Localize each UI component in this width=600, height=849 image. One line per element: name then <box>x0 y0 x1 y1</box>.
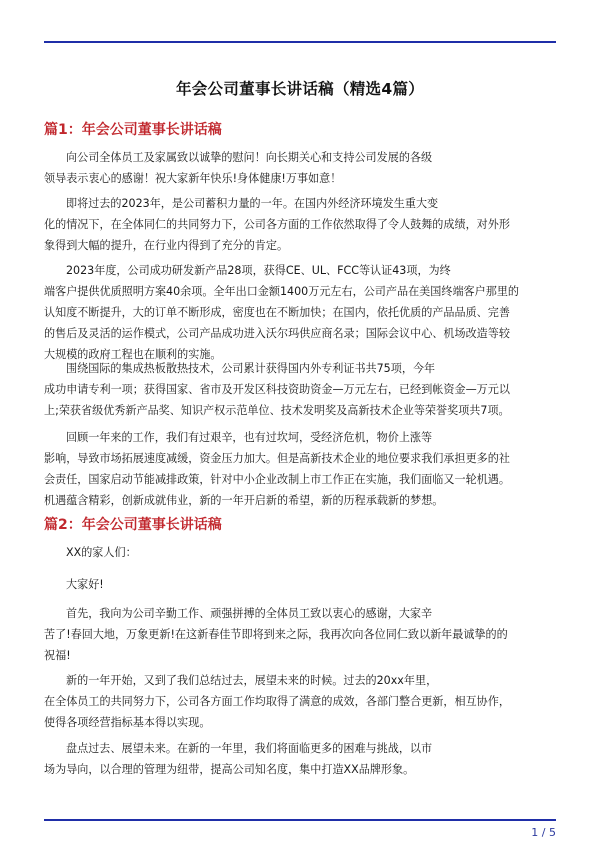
paragraph-line: 围绕国际的集成热板散热技术，公司累计获得国内外专利证书共75项，今年 <box>66 362 436 375</box>
paragraph-line: 大规模的政府工程也在顺利的实施。 <box>44 348 222 361</box>
section-1-paragraph-3 <box>44 260 558 365</box>
paragraph-line: XX的家人们： <box>66 546 137 559</box>
paragraph-line: 使得各项经营指标基本得以实现。 <box>44 716 211 729</box>
section-2-heading: 篇2：年会公司董事长讲话稿 <box>44 517 222 533</box>
paragraph-line: 化的情况下，在全体同仁的共同努力下，公司各方面的工作依然取得了令人鼓舞的成绩，对外形 <box>44 218 510 231</box>
paragraph-line: 影响，导致市场拓展速度减缓，资金压力加大。但是高新技术企业的地位要求我们承担更多的社 <box>44 452 510 465</box>
paragraph-line: 2023年度，公司成功研发新产品28项，获得CE、UL、FCC等认证43项，为终 <box>66 264 451 277</box>
paragraph-line: 回顾一年来的工作，我们有过艰辛，也有过坎坷，受经济危机，物价上涨等 <box>66 431 433 444</box>
paragraph-line: 会责任，国家启动节能减排政策，针对中小企业改制上市工作正在实施，我们面临又一轮机遇。 <box>44 473 510 486</box>
paragraph-line: 的售后及灵活的运作模式，公司产品成功进入沃尔玛供应商名录；国际会议中心、机场改造等较 <box>44 327 510 340</box>
paragraph-line: 成功申请专利一项；获得国家、省市及开发区科技资助资金—万元左右，已经到帐资金—万元以 <box>44 383 510 396</box>
paragraph-line: 大家好! <box>66 578 104 591</box>
paragraph-line: 苦了!春回大地，万象更新!在这新春佳节即将到来之际，我再次向各位同仁致以新年最诚挚的的 <box>44 628 508 641</box>
paragraph-line: 新的一年开始，又到了我们总结过去，展望未来的时候。过去的20xx年里， <box>66 674 438 687</box>
section-2-paragraph-2 <box>44 574 558 595</box>
paragraph-line: 向公司全体员工及家属致以诚挚的慰问！向长期关心和支持公司发展的各级 <box>66 151 433 164</box>
section-1-heading: 篇1：年会公司董事长讲话稿 <box>44 122 222 138</box>
header-rule <box>44 41 556 43</box>
paragraph-line: 首先，我向为公司辛勤工作、顽强拼搏的全体员工致以衷心的感谢，大家辛 <box>66 607 433 620</box>
paragraph-line: 在全体员工的共同努力下，公司各方面工作均取得了满意的成效，各部门整合更新，相互协作， <box>44 695 510 708</box>
section-2-paragraph-1 <box>44 542 558 563</box>
paragraph-line: 盘点过去、展望未来。在新的一年里，我们将面临更多的困难与挑战，以市 <box>66 742 433 755</box>
paragraph-line: 领导表示衷心的感谢！祝大家新年快乐!身体健康!万事如意！ <box>44 172 342 185</box>
section-1-paragraph-1 <box>44 147 558 189</box>
paragraph-line: 认知度不断提升，大的订单不断形成，密度也在不断加快；在国内，依托优质的产品品质、完善 <box>44 306 510 319</box>
paragraph-line: 上;荣获省级优秀新产品奖、知识产权示范单位、技术发明奖及高新技术企业等荣誉奖项共7项。 <box>44 404 510 417</box>
paragraph-line: 象得到大幅的提升，在行业内得到了充分的肯定。 <box>44 239 289 252</box>
paragraph-line: 祝福! <box>44 649 71 662</box>
paragraph-line: 场为导向，以合理的管理为纽带，提高公司知名度，集中打造XX品牌形象。 <box>44 763 415 776</box>
paragraph-line: 机遇蕴含精彩，创新成就伟业，新的一年开启新的希望，新的历程承载新的梦想。 <box>44 494 444 507</box>
section-2-paragraph-4 <box>44 670 558 733</box>
paragraph-line: 即将过去的2023年，是公司蓄积力量的一年。在国内外经济环境发生重大变 <box>66 197 439 210</box>
document-title: 年会公司董事长讲话稿（精选4篇） <box>175 80 425 98</box>
section-2-paragraph-3 <box>44 603 558 666</box>
page-number: 1 / 5 <box>531 826 556 839</box>
section-1-paragraph-4 <box>44 358 558 421</box>
paragraph-line: 端客户提供优质照明方案40余项。全年出口金额1400万元左右，公司产品在美国终端客户那里的 <box>44 285 520 298</box>
section-1-paragraph-2 <box>44 193 558 256</box>
footer-rule <box>44 819 556 821</box>
section-2-paragraph-5 <box>44 738 558 780</box>
section-1-paragraph-5 <box>44 427 558 511</box>
